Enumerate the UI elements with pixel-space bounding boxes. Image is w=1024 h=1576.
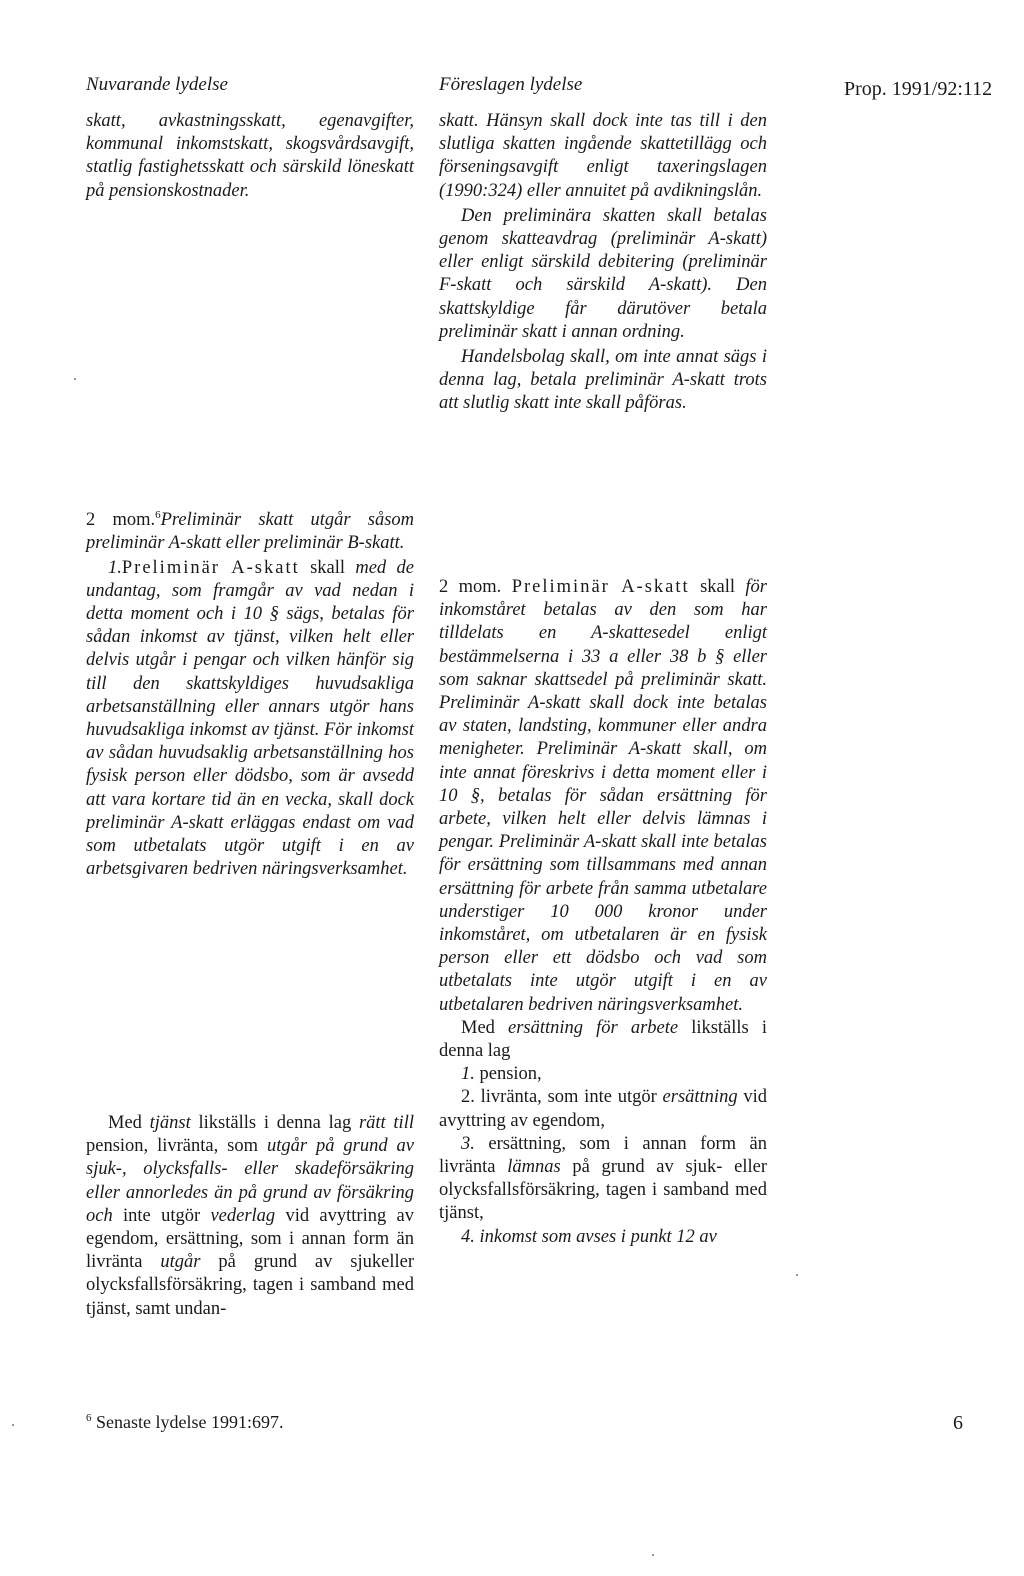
- left-item-1-heading: Preliminär A-skatt: [121, 557, 300, 578]
- text-run: Med: [108, 1113, 150, 1133]
- scan-speck: [12, 1424, 14, 1426]
- scan-speck: [652, 1554, 654, 1556]
- text-run: på grund av sjuk- eller olycksfallsförsäkring, tagen i samband med tjänst,: [439, 1157, 767, 1224]
- text-run: lämnas: [507, 1157, 561, 1178]
- right-list-item-1: [439, 1063, 767, 1086]
- text-run: vid avyttring av egendom, ersättning, som i annan form än livränta: [86, 1205, 414, 1273]
- left-tjanst-paragraph: [86, 1112, 414, 1321]
- right-column-intro: [439, 110, 767, 416]
- left-paragraph-1: skatt, avkastningsskatt, egenavgifter, kommunal inkomstskatt, skogsvårdsavgift, statlig fastighetsskatt och särskild löneskatt på pensionskostnader.: [86, 111, 414, 201]
- right-list-item-4: [439, 1226, 767, 1249]
- right-mom2-subheading: Preliminär A-skatt: [511, 577, 690, 597]
- right-list-item-3: [439, 1133, 767, 1226]
- text-run: inte utgör: [112, 1205, 211, 1226]
- text-run: skall: [700, 577, 746, 597]
- right-column-mom2: [439, 576, 767, 1249]
- list-number: 1.: [461, 1064, 475, 1085]
- text-run: rätt till: [358, 1113, 414, 1133]
- left-item-1-number: 1.: [108, 557, 122, 578]
- text-run: vederlag: [210, 1205, 276, 1226]
- left-mom2-text: Preliminär skatt utgår såsom preliminär A-skatt eller preliminär B-skatt.: [86, 510, 414, 554]
- text-run: utgår på grund av sjuk-, olycksfalls- eller skadeförsäkring eller annorledes än på grund av försäkring och: [86, 1136, 415, 1226]
- footnote-marker: 6: [86, 1412, 92, 1424]
- left-mom2-paragraph: [86, 504, 414, 556]
- right-paragraph-3: Handelsbolag skall, om inte annat sägs i denna lag, betala preliminär A-skatt trots att slutlig skatt inte skall påföras.: [439, 347, 767, 414]
- left-item-1-pre: skall: [299, 557, 356, 578]
- list-number: 4.: [461, 1226, 475, 1247]
- text-run: ersättning för arbete: [508, 1017, 679, 1038]
- text-run: pension, livränta, som: [86, 1136, 267, 1157]
- right-mom2-paragraph: [439, 576, 767, 1017]
- text-run: likställs i denna lag: [190, 1113, 359, 1133]
- list-number: 2.: [461, 1087, 475, 1108]
- text-run: likställs i denna lag: [439, 1017, 767, 1062]
- list-number: 3.: [461, 1133, 475, 1154]
- left-mom2-heading: 2 mom.: [86, 510, 156, 531]
- left-column-intro: [86, 110, 414, 203]
- footnote-reference: 6: [155, 509, 161, 521]
- text-run: pension,: [474, 1064, 542, 1085]
- right-paragraph-2: Den preliminära skatten skall betalas genom skatteavdrag (preliminär A-skatt) eller enligt särskild debitering (preliminär F-skatt och särskild A-skatt). Den skattskyldige får därutöver betala preliminär skatt i annan ordning.: [439, 205, 767, 342]
- text-run: livränta, som inte utgör: [474, 1087, 663, 1108]
- right-ersattning-paragraph: [439, 1017, 767, 1063]
- left-column-mom2: [86, 504, 414, 881]
- scan-speck: [796, 1274, 798, 1276]
- text-run: inkomst som avses i punkt 12 av: [479, 1226, 717, 1247]
- header-proposed-wording: Föreslagen lydelse: [439, 74, 583, 95]
- footnote: [86, 1412, 283, 1433]
- text-run: Med: [461, 1017, 509, 1038]
- scan-speck: [74, 378, 76, 380]
- text-run: ersättning: [662, 1087, 738, 1108]
- text-run: ersättning, som i annan form än livränta: [439, 1133, 767, 1178]
- page-number: 6: [953, 1412, 963, 1434]
- text-run: på grund av sjukeller olycksfallsförsäkring, tagen i samband med tjänst, samt undan-: [86, 1252, 414, 1319]
- right-list-item-2: [439, 1086, 767, 1132]
- text-run: tjänst: [149, 1113, 191, 1133]
- footnote-text: Senaste lydelse 1991:697.: [91, 1412, 284, 1432]
- left-item-1: [86, 557, 414, 882]
- right-paragraph-1: skatt. Hänsyn skall dock inte tas till i den slutliga skatten ingående skattetillägg och förseningsavgift enligt taxeringslagen (1990:324) eller annuitet på avdikningslån.: [439, 111, 767, 201]
- right-mom2-heading: 2 mom.: [439, 577, 502, 597]
- left-column-tjanst: [86, 1112, 414, 1321]
- text-run: utgår: [160, 1252, 201, 1273]
- left-item-1-text: med de undantag, som framgår av vad nedan i detta moment och i 10 § sägs, betalas för sådan inkomst av tjänst, vilken helt eller delvis utgår i pengar och vilken hänför sig till den skattskyldiges huvudsakliga arbetsanställning eller annars utgör hans huvudsakliga inkomst av tjänst. För inkomst av sådan huvudsaklig arbetsanställning hos fysisk person eller dödsbo, som är avsedd att vara kortare tid än en vecka, skall dock preliminär A-skatt erläggas endast om vad som utbetalats utgör utgift i en av arbetsgivaren bedriven näringsverksamhet.: [86, 557, 414, 880]
- header-current-wording: Nuvarande lydelse: [86, 74, 228, 95]
- proposition-number: Prop. 1991/92:112: [844, 78, 993, 100]
- right-mom2-text: för inkomståret betalas av den som har tilldelats en A-skattesedel enligt bestämmelserna i 33 a eller 38 b § eller som saknar skattsedel på preliminär skatt. Preliminär A-skatt skall dock inte betalas av staten, landsting, kommuner eller andra menigheter. Preliminär A-skatt skall, om inte annat föreskrivs i detta moment eller i 10 §, betalas för sådan ersättning för arbete, vilken helt eller delvis lämnas i pengar. Preliminär A-skatt skall inte betalas för ersättning som tillsammans med annan ersättning för arbete från samma utbetalare understiger 10 000 kronor under inkomståret, om utbetalaren är en fysisk person eller ett dödsbo och vad som utbetalats inte utgör utgift i en av utbetalaren bedriven näringsverksamhet.: [439, 577, 767, 1015]
- text-run: vid avyttring av egendom,: [439, 1087, 767, 1131]
